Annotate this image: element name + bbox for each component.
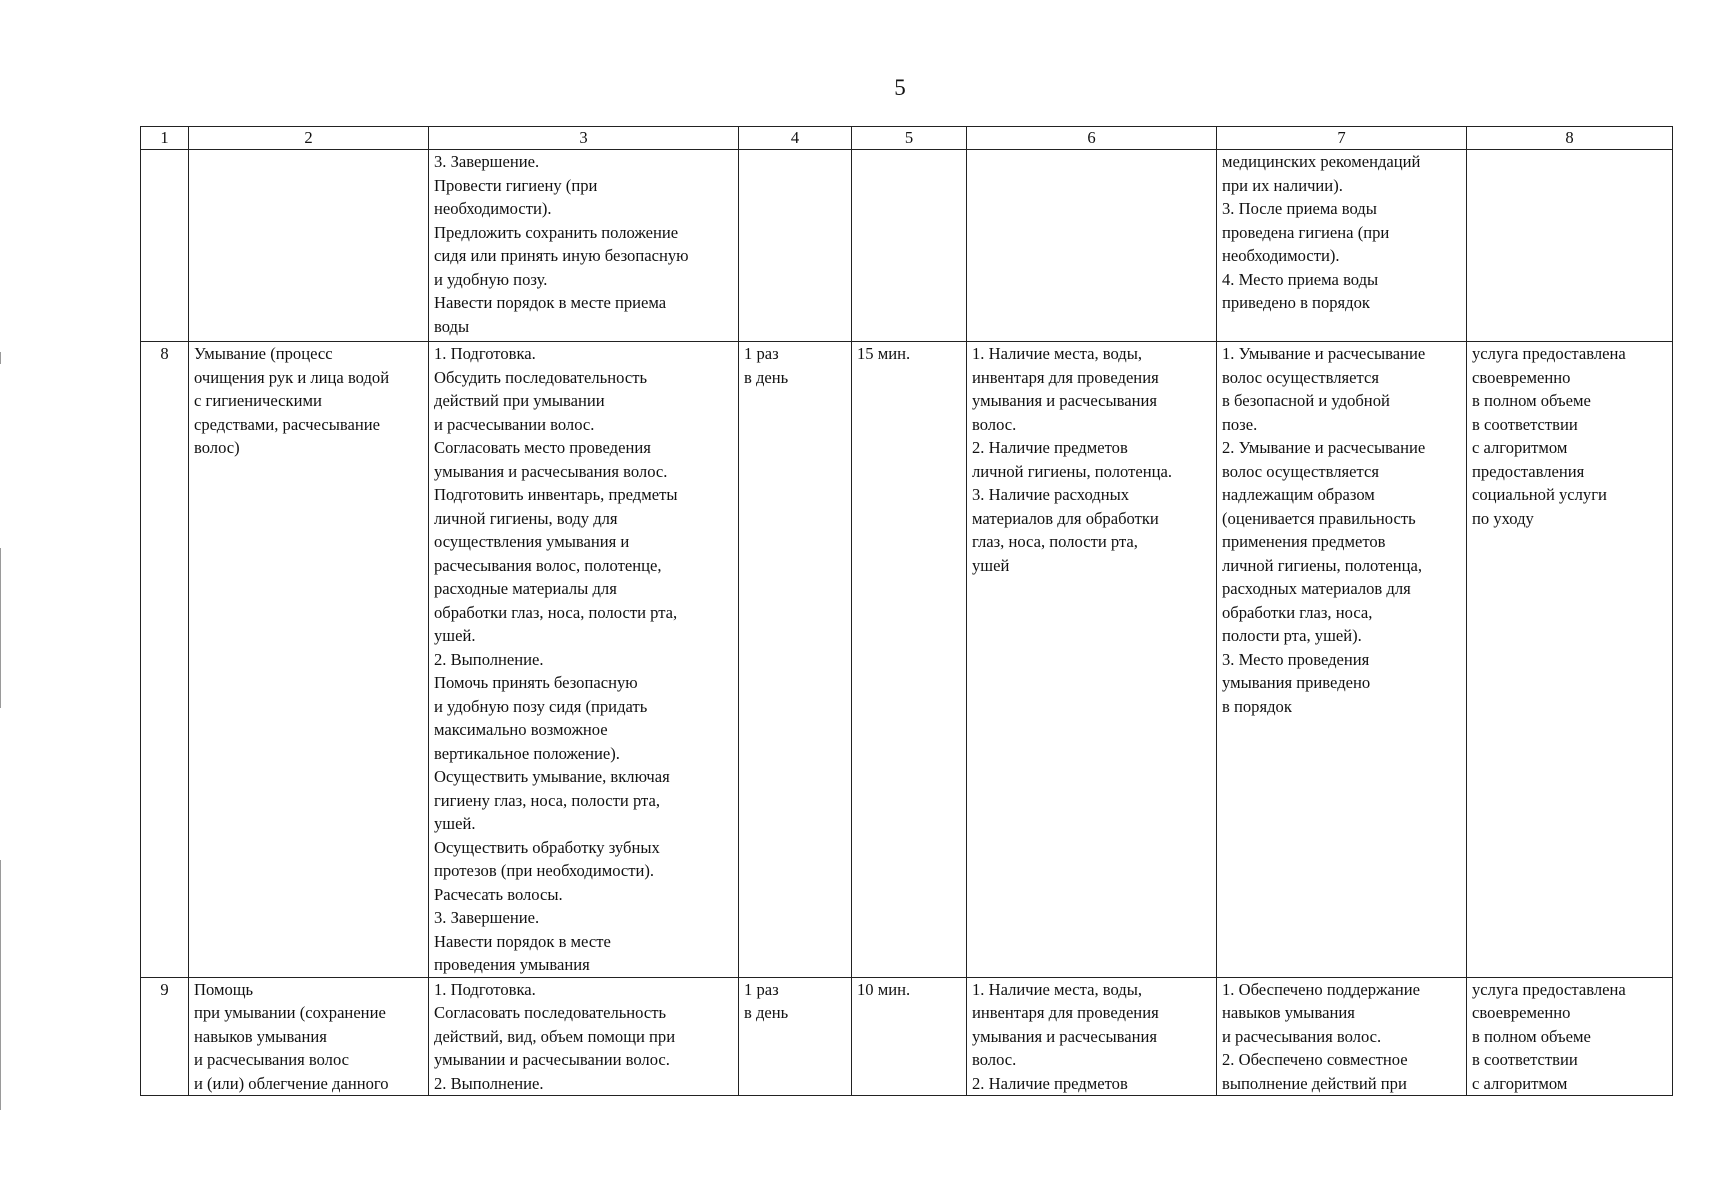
service-content-cell: 3. Завершение. Провести гигиену (при необходимости). Предложить сохранить положение сидя или принять иную безопасную и удобную позу. Навести порядок в месте приема воды xyxy=(429,150,739,342)
periodicity-cell: 1 раз в день xyxy=(739,977,852,1096)
service-name-cell xyxy=(189,150,429,342)
table-row xyxy=(141,977,1673,1096)
row-number-cell: 9 xyxy=(141,977,189,1096)
column-header: 5 xyxy=(852,127,967,150)
page-number: 5 xyxy=(894,75,906,100)
row-number-cell: 8 xyxy=(141,342,189,978)
periodicity-cell: 1 раз в день xyxy=(739,342,852,978)
service-content-cell: 1. Подготовка. Согласовать последовательность действий, вид, объем помощи при умывании и расчесывании волос. 2. Выполнение. xyxy=(429,977,739,1096)
service-name-cell: Умывание (процесс очищения рук и лица водой с гигиеническими средствами, расчесывание волос) xyxy=(189,342,429,978)
column-number-header-row xyxy=(141,127,1673,150)
column-header: 6 xyxy=(967,127,1217,150)
duration-cell: 10 мин. xyxy=(852,977,967,1096)
column-header: 1 xyxy=(141,127,189,150)
scan-edge-mark xyxy=(0,860,1,1110)
quality-indicators-cell: 1. Умывание и расчесывание волос осуществляется в безопасной и удобной позе. 2. Умывание и расчесывание волос осуществляется надлежащим образом (оценивается правильность применения предметов личной гигиены, полотенца, расходных материалов для обработки глаз, носа, полости рта, ушей). 3. Место проведения умывания приведено в порядок xyxy=(1217,342,1467,978)
evaluation-cell xyxy=(1467,150,1673,342)
row-number-cell xyxy=(141,150,189,342)
duration-cell: 15 мин. xyxy=(852,342,967,978)
quality-indicators-cell: медицинских рекомендаций при их наличии). 3. После приема воды проведена гигиена (при необходимости). 4. Место приема воды приведено в порядок xyxy=(1217,150,1467,342)
column-header: 7 xyxy=(1217,127,1467,150)
table-row xyxy=(141,342,1673,978)
table-row xyxy=(141,150,1673,342)
conditions-cell xyxy=(967,150,1217,342)
service-table xyxy=(140,126,1673,1096)
conditions-cell: 1. Наличие места, воды, инвентаря для проведения умывания и расчесывания волос. 2. Наличие предметов xyxy=(967,977,1217,1096)
quality-indicators-cell: 1. Обеспечено поддержание навыков умывания и расчесывания волос. 2. Обеспечено совместное выполнение действий при xyxy=(1217,977,1467,1096)
conditions-cell: 1. Наличие места, воды, инвентаря для проведения умывания и расчесывания волос. 2. Наличие предметов личной гигиены, полотенца. 3. Наличие расходных материалов для обработки глаз, носа, полости рта, ушей xyxy=(967,342,1217,978)
column-header: 2 xyxy=(189,127,429,150)
scan-edge-mark xyxy=(0,548,1,708)
periodicity-cell xyxy=(739,150,852,342)
service-name-cell: Помощь при умывании (сохранение навыков умывания и расчесывания волос и (или) облегчение данного xyxy=(189,977,429,1096)
column-header: 4 xyxy=(739,127,852,150)
evaluation-cell: услуга предоставлена своевременно в полном объеме в соответствии с алгоритмом предоставления социальной услуги по уходу xyxy=(1467,342,1673,978)
service-content-cell: 1. Подготовка. Обсудить последовательность действий при умывании и расчесывании волос. Согласовать место проведения умывания и расчесывания волос. Подготовить инвентарь, предметы личной гигиены, воду для осуществления умывания и расчесывания волос, полотенце, расходные материалы для обработки глаз, носа, полости рта, ушей. 2. Выполнение. Помочь принять безопасную и удобную позу сидя (придать максимально возможное вертикальное положение). Осуществить умывание, включая гигиену глаз, носа, полости рта, ушей. Осуществить обработку зубных протезов (при необходимости). Расчесать волосы. 3. Завершение. Навести порядок в месте проведения умывания xyxy=(429,342,739,978)
evaluation-cell: услуга предоставлена своевременно в полном объеме в соответствии с алгоритмом xyxy=(1467,977,1673,1096)
column-header: 8 xyxy=(1467,127,1673,150)
duration-cell xyxy=(852,150,967,342)
scan-edge-mark xyxy=(0,352,1,364)
column-header: 3 xyxy=(429,127,739,150)
